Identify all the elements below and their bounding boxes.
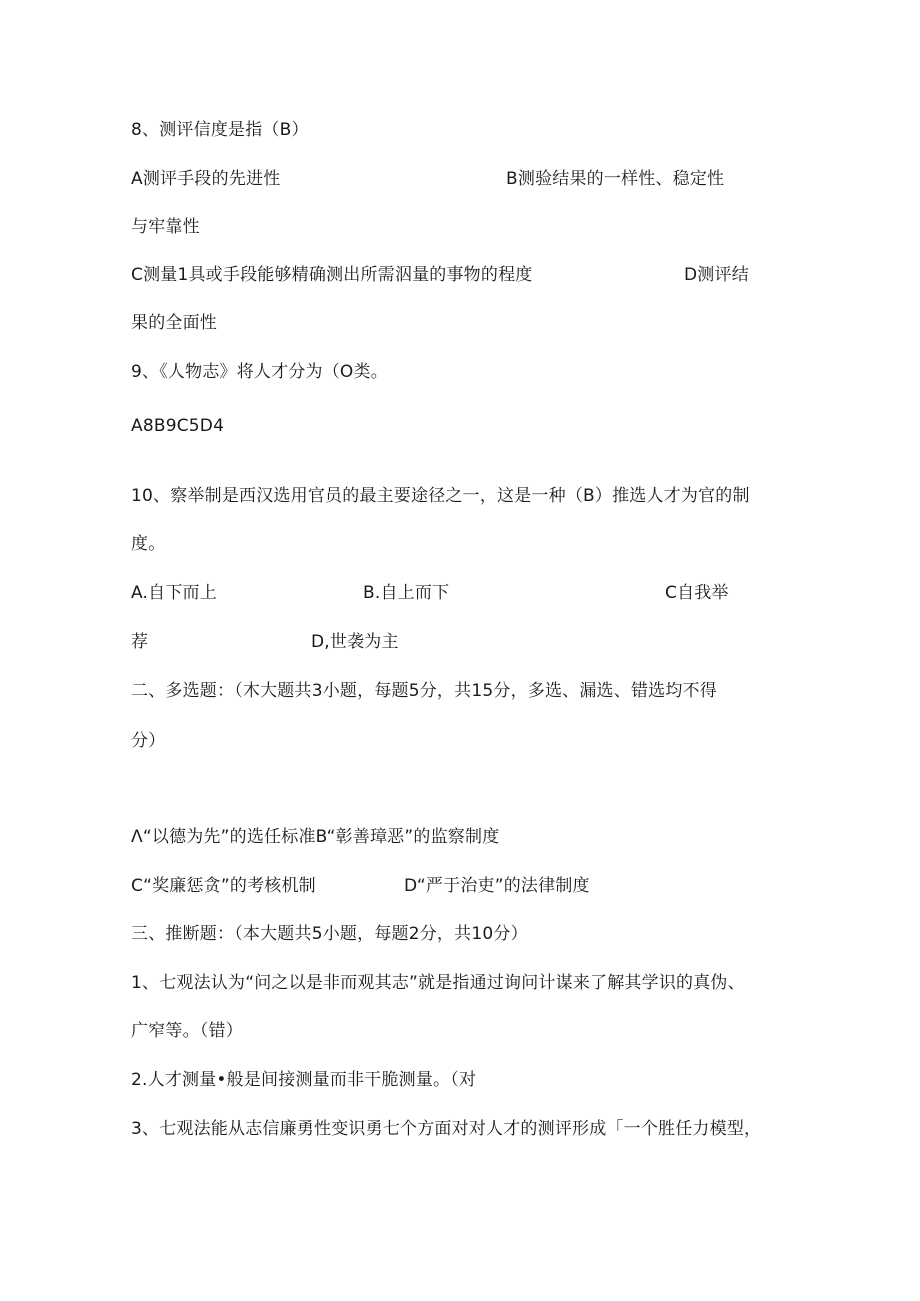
question-10-option-c: C自我举 [665,583,729,603]
section-2-heading-cont: 分） [131,731,166,751]
question-10-option-c-cont: 荐 [131,632,149,652]
question-8-stem: 8、测评信度是指（B） [131,120,309,140]
question-10-stem: 10、察举制是西汉选用官员的最主要途径之一，这是一种（B）推选人才为官的制 [131,486,750,506]
question-8-option-c: C测量1具或手段能够精确测出所需泅量的事物的程度 [131,265,533,285]
question-8-option-d: D测评结 [684,265,749,285]
question-9-options: A8B9C5D4 [131,416,225,436]
section-3-item-2: 2.人才测量•般是间接测量而非干脆测量。（对 [131,1070,477,1090]
question-8-option-a: A测评手段的先进性 [131,169,281,189]
section-3-item-1: 1、七观法认为“问之以是非而观其志”就是指通过询问计谋来了解其学识的真伪、 [131,973,745,993]
section-2-heading: 二、多选题：（木大题共3小题，每题5分，共15分，多选、漏选、错选均不得 [131,681,717,701]
section-3-heading: 三、推断题：（本大题共5小题，每题2分，共10分） [131,924,528,944]
question-8-option-b: B测验结果的一样性、稳定性 [506,169,725,189]
question-9-stem: 9、《人物志》将人才分为（O类。 [131,362,388,382]
question-8-option-b-cont: 与牢靠性 [131,217,200,237]
question-8-option-d-cont: 果的全面性 [131,313,217,333]
question-10-option-d: D,世袭为主 [311,632,399,652]
section-3-item-1-cont: 广窄等。（错） [131,1021,243,1041]
section-2-option-d: D“严于治吏”的法律制度 [404,876,590,896]
section-2-option-ab: Λ“以德为先”的选任标准B“彰善璋恶”的监察制度 [131,827,500,847]
question-10-stem-cont: 度。 [131,534,166,554]
question-10-option-b: B.自上而下 [363,583,450,603]
section-2-option-c: C“奖廉惩贪”的考核机制 [131,876,316,896]
question-10-option-a: A.自下而上 [131,583,217,603]
section-3-item-3: 3、七观法能从志信廉勇性变识勇七个方面对对人才的测评形成「一个胜任力模型， [131,1119,762,1139]
